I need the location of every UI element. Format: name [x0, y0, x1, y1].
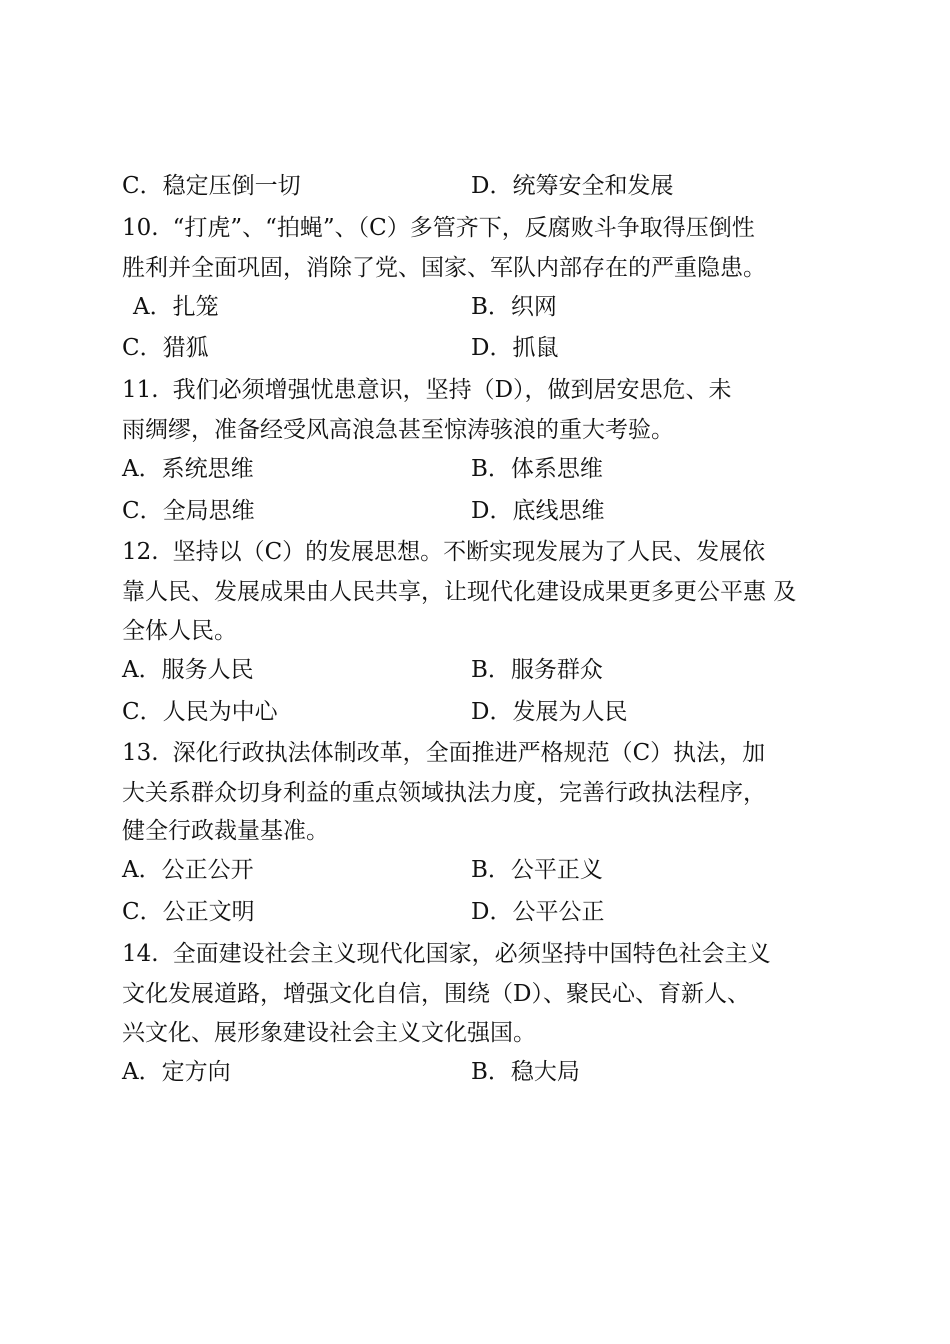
q14-option-b: B．稳大局 [471, 1059, 580, 1085]
q11-option-a: A．系统思维 [122, 456, 254, 482]
q14-stem-line-1 [122, 934, 834, 974]
q13-number: 13. [122, 740, 159, 766]
q14-number: 14. [122, 941, 159, 967]
q10-option-d: D．抓鼠 [471, 335, 559, 361]
q11-option-b: B．体系思维 [471, 456, 603, 482]
q10-stem-text-1: “打虎”、“拍蝇”、（C）多管齐下，反腐败斗争取得压倒性 [172, 215, 755, 241]
q10-option-a: A．扎笼 [133, 294, 219, 320]
q12-stem-line-1 [122, 532, 834, 572]
q11-number: 11. [122, 377, 159, 403]
q11-option-d: D．底线思维 [471, 498, 605, 524]
q11-stem-text-1: 我们必须增强忧患意识，坚持（D），做到居安思危、未 [172, 377, 732, 403]
q10-option-c: C．猎狐 [122, 335, 209, 361]
q12-option-c: C．人民为中心 [122, 699, 278, 725]
q13-option-d: D．公平公正 [471, 899, 605, 925]
q13-stem-line-1 [122, 733, 834, 773]
q10-option-b: B．织网 [471, 294, 557, 320]
q12-stem-line-3: 全体人民。 [122, 618, 237, 644]
q10-stem-line-2: 胜利并全面巩固，消除了党、国家、军队内部存在的严重隐患。 [122, 255, 766, 281]
q12-option-b: B．服务群众 [471, 657, 603, 683]
q13-stem-line-2: 大关系群众切身利益的重点领域执法力度，完善行政执法程序， [122, 780, 766, 806]
q12-stem-line-2: 靠人民、发展成果由人民共享，让现代化建设成果更多更公平惠 及 [122, 579, 797, 605]
q12-stem-text-1: 坚持以（C）的发展思想。不断实现发展为了人民、发展依 [172, 539, 766, 565]
q12-option-a: A．服务人民 [122, 657, 254, 683]
q13-option-b: B．公平正义 [471, 857, 603, 883]
q13-option-a: A．公正公开 [122, 857, 254, 883]
q14-stem-text-1: 全面建设社会主义现代化国家，必须坚持中国特色社会主义 [172, 941, 771, 967]
q14-stem-line-2: 文化发展道路，增强文化自信，围绕（D）、聚民心、育新人、 [122, 981, 750, 1007]
q11-stem-line-1 [122, 370, 834, 410]
q11-option-c: C．全局思维 [122, 498, 255, 524]
q14-option-a: A．定方向 [122, 1059, 231, 1085]
q11-stem-line-2: 雨绸缪，准备经受风高浪急甚至惊涛骇浪的重大考验。 [122, 417, 674, 443]
q9-option-d: D．统筹安全和发展 [471, 173, 674, 199]
q12-number: 12. [122, 539, 159, 565]
q13-option-c: C．公正文明 [122, 899, 255, 925]
q10-number: 10. [122, 215, 159, 241]
q9-option-c: C．稳定压倒一切 [122, 173, 301, 199]
q10-stem-line-1 [122, 208, 834, 248]
q14-stem-line-3: 兴文化、展形象建设社会主义文化强国。 [122, 1020, 536, 1046]
q12-option-d: D．发展为人民 [471, 699, 628, 725]
q13-stem-text-1: 深化行政执法体制改革，全面推进严格规范（C）执法，加 [172, 740, 766, 766]
q13-stem-line-3: 健全行政裁量基准。 [122, 818, 329, 844]
